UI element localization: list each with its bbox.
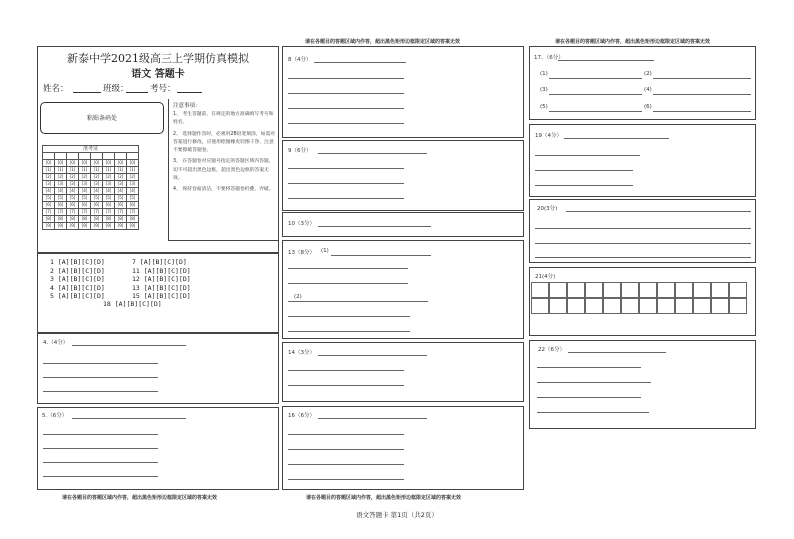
page-subtitle: 语文 答题卡 (131, 69, 185, 80)
exam-digit-bubble[interactable]: [4] (79, 188, 91, 195)
mcq-question[interactable]: 4 [A][B][C][D] (50, 283, 105, 292)
q5-line[interactable] (43, 434, 158, 435)
q17-item-4-line[interactable] (653, 94, 751, 95)
exam-digit-bubble[interactable]: [6] (67, 202, 79, 209)
mcq-question[interactable]: 13 [A][B][C][D] (132, 283, 191, 292)
q13-line[interactable] (288, 268, 408, 269)
exam-digit-bubble[interactable]: [8] (91, 216, 103, 223)
exam-digit-bubble[interactable]: [5] (79, 195, 91, 202)
exam-digit-bubble[interactable]: [5] (103, 195, 115, 202)
exam-digit-bubble[interactable]: [8] (127, 216, 139, 223)
q21-char-cell[interactable] (531, 282, 549, 298)
q16-line[interactable] (288, 464, 404, 465)
exam-digit-bubble[interactable]: [9] (55, 223, 67, 230)
q20-box (529, 199, 756, 263)
q21-char-cell[interactable] (567, 298, 585, 314)
exam-digit-bubble[interactable]: [6] (55, 202, 67, 209)
exam-digit-bubble[interactable]: [1] (43, 167, 55, 174)
exam-digit-bubble[interactable]: [1] (79, 167, 91, 174)
q20-line[interactable] (535, 228, 751, 229)
notes-title: 注意事项： (173, 103, 201, 109)
q9-label: 9（6分） (288, 148, 312, 154)
q21-char-cell[interactable] (711, 298, 729, 314)
exam-digit-bubble[interactable]: [6] (91, 202, 103, 209)
mcq-column-2 (132, 258, 191, 301)
q16-label: 16（6分） (288, 413, 315, 419)
warning-top-right: 请在各题目的答题区域内作答，超出黑色矩形边框限定区域的答案无效 (555, 39, 711, 45)
notes-panel (168, 99, 278, 241)
q17-item-5-line[interactable] (549, 111, 642, 112)
exam-digit-input[interactable] (43, 153, 55, 160)
exam-digit-bubble[interactable]: [7] (127, 209, 139, 216)
exam-digit-bubble[interactable]: [7] (115, 209, 127, 216)
mcq-question[interactable]: 12 [A][B][C][D] (132, 275, 191, 283)
exam-digit-bubble[interactable]: [7] (103, 209, 115, 216)
q21-char-cell[interactable] (621, 282, 639, 298)
q16-line[interactable] (288, 449, 404, 450)
exam-digit-bubble[interactable]: [4] (67, 188, 79, 195)
q21-char-cell[interactable] (657, 282, 675, 298)
q13-line[interactable] (288, 331, 410, 332)
q21-char-cell[interactable] (693, 298, 711, 314)
exam-digit-bubble[interactable]: [3] (43, 181, 55, 188)
note-item: 4、 保持卷面清洁，不要将答题卷折叠，弄破。 (173, 187, 274, 193)
exam-digit-bubble[interactable]: [3] (103, 181, 115, 188)
exam-digit-bubble[interactable]: [2] (127, 174, 139, 181)
q20-label: 20(3分) (537, 206, 558, 212)
mcq-question[interactable]: 1 [A][B][C][D] (50, 258, 105, 266)
exam-digit-bubble[interactable]: [8] (103, 216, 115, 223)
exam-digit-bubble[interactable]: [8] (55, 216, 67, 223)
q20-line[interactable] (535, 257, 751, 258)
q9-line[interactable] (288, 168, 404, 169)
exam-digit-bubble[interactable]: [5] (91, 195, 103, 202)
exam-digit-bubble[interactable]: [4] (43, 188, 55, 195)
q4-line[interactable] (43, 377, 158, 378)
exam-digit-bubble[interactable]: [3] (55, 181, 67, 188)
note-item: 1、 考生答题前，在规定的地方准确填写考号和姓名。 (173, 112, 274, 126)
exam-digit-bubble[interactable]: [3] (127, 181, 139, 188)
q5-line[interactable] (43, 476, 158, 477)
q10-box (282, 212, 524, 237)
exam-digit-bubble[interactable]: [6] (43, 202, 55, 209)
warning-bottom-left: 请在各题目的答题区域内作答，超出黑色矩形边框限定区域的答案无效 (62, 495, 218, 501)
name-label: 姓名： (43, 84, 69, 94)
q13-label: 13（8分） (288, 250, 315, 256)
exam-digit-bubble[interactable]: [4] (115, 188, 127, 195)
exam-digit-bubble[interactable]: [0] (115, 160, 127, 167)
exam-digit-bubble[interactable]: [1] (103, 167, 115, 174)
q8-label: 8（4分） (288, 57, 312, 63)
q13-line[interactable] (288, 283, 408, 284)
exam-digit-bubble[interactable]: [9] (127, 223, 139, 230)
q17-item-5: (5) (540, 104, 548, 110)
q9-line[interactable] (318, 153, 427, 154)
exam-digit-bubble[interactable]: [7] (79, 209, 91, 216)
q17-label: 17、（6分） (534, 55, 564, 61)
exam-number-grid[interactable] (42, 145, 139, 230)
mcq-question[interactable]: 3 [A][B][C][D] (50, 275, 105, 283)
exam-digit-input[interactable] (55, 153, 67, 160)
exam-digit-bubble[interactable]: [1] (55, 167, 67, 174)
q16-line[interactable] (288, 434, 404, 435)
exam-digit-bubble[interactable]: [5] (67, 195, 79, 202)
mcq-question-18[interactable]: 18 [A][B][C][D] (103, 300, 162, 308)
q22-line[interactable] (537, 397, 641, 398)
exam-digit-bubble[interactable]: [0] (79, 160, 91, 167)
q4-line[interactable] (43, 391, 158, 392)
mcq-question[interactable]: 7 [A][B][C][D] (132, 258, 187, 266)
exam-digit-input[interactable] (127, 153, 139, 160)
q21-char-cell[interactable] (657, 298, 675, 314)
q21-char-cell[interactable] (531, 298, 549, 314)
exam-digit-bubble[interactable]: [8] (43, 216, 55, 223)
q22-line[interactable] (568, 352, 666, 353)
q21-char-cell[interactable] (693, 282, 711, 298)
q5-line[interactable] (72, 418, 186, 419)
exam-digit-bubble[interactable]: [2] (79, 174, 91, 181)
exam-digit-bubble[interactable]: [0] (43, 160, 55, 167)
q22-line[interactable] (537, 367, 641, 368)
exam-digit-bubble[interactable]: [8] (79, 216, 91, 223)
q21-writing-grid[interactable] (531, 282, 753, 312)
q17-item-2: (2) (644, 71, 652, 77)
exam-digit-bubble[interactable]: [2] (91, 174, 103, 181)
q21-char-cell[interactable] (585, 282, 603, 298)
warning-top-middle: 请在各题目的答题区域内作答，超出黑色矩形边框限定区域的答案无效 (305, 39, 461, 45)
q22-label: 22（6分） (538, 347, 565, 353)
q21-char-cell[interactable] (621, 298, 639, 314)
q13-line[interactable] (288, 316, 410, 317)
exam-digit-bubble[interactable]: [5] (127, 195, 139, 202)
barcode-area (40, 102, 164, 134)
q13-part2-line[interactable] (288, 301, 428, 302)
q17-item-3-line[interactable] (549, 94, 642, 95)
q14-line[interactable] (288, 370, 404, 371)
q17-item-1-line[interactable] (549, 78, 642, 79)
q4-label: 4.（4分） (43, 340, 69, 346)
exam-digit-bubble[interactable]: [9] (79, 223, 91, 230)
q8-line[interactable] (314, 62, 406, 63)
q8-line[interactable] (288, 78, 404, 79)
q10-line[interactable] (318, 226, 431, 227)
exam-digit-bubble[interactable]: [8] (115, 216, 127, 223)
q22-line[interactable] (537, 382, 651, 383)
q17-line[interactable] (558, 60, 654, 61)
q14-box (282, 342, 524, 402)
q13-part2-label: (2) (294, 294, 302, 300)
exam-digit-bubble[interactable]: [4] (55, 188, 67, 195)
class-field[interactable] (126, 92, 148, 93)
q14-line[interactable] (318, 355, 427, 356)
exam-digit-bubble[interactable]: [1] (91, 167, 103, 174)
q4-line[interactable] (43, 363, 158, 364)
q19-box (529, 124, 756, 197)
warning-bottom-middle: 请在各题目的答题区域内作答，超出黑色矩形边框限定区域的答案无效 (306, 495, 462, 501)
q17-item-4: (4) (644, 87, 652, 93)
q9-line[interactable] (288, 198, 404, 199)
q21-char-cell[interactable] (711, 282, 729, 298)
q17-item-1: (1) (540, 71, 548, 77)
exam-digit-bubble[interactable]: [4] (127, 188, 139, 195)
q21-label: 21(4分) (535, 274, 556, 280)
exam-digit-bubble[interactable]: [0] (91, 160, 103, 167)
exam-digit-bubble[interactable]: [2] (67, 174, 79, 181)
exam-digit-bubble[interactable]: [7] (43, 209, 55, 216)
exam-grid-title: 准考证 (43, 146, 139, 153)
exam-digit-bubble[interactable]: [3] (67, 181, 79, 188)
exam-digit-input[interactable] (67, 153, 79, 160)
q14-line[interactable] (288, 385, 404, 386)
exam-digit-bubble[interactable]: [3] (115, 181, 127, 188)
exam-digit-bubble[interactable]: [2] (103, 174, 115, 181)
mcq-question[interactable]: 15 [A][B][C][D] (132, 292, 191, 300)
q21-char-cell[interactable] (639, 282, 657, 298)
q19-line[interactable] (564, 138, 669, 139)
q21-char-cell[interactable] (675, 298, 693, 314)
q21-char-cell[interactable] (729, 282, 747, 298)
q21-char-cell[interactable] (603, 282, 621, 298)
exam-digit-input[interactable] (79, 153, 91, 160)
q13-part1-line[interactable] (331, 255, 431, 256)
q10-label: 10（3分） (288, 221, 315, 227)
exam-digit-bubble[interactable]: [8] (67, 216, 79, 223)
exam-no-field[interactable] (177, 92, 202, 93)
q16-line[interactable] (288, 479, 404, 480)
exam-digit-bubble[interactable]: [9] (67, 223, 79, 230)
notes-list (173, 111, 277, 198)
exam-digit-bubble[interactable]: [5] (55, 195, 67, 202)
q17-item-6-line[interactable] (653, 111, 751, 112)
exam-digit-input[interactable] (103, 153, 115, 160)
q19-line[interactable] (535, 170, 633, 171)
q13-part1-label: (1) (321, 248, 329, 254)
exam-digit-bubble[interactable]: [2] (55, 174, 67, 181)
mcq-question[interactable]: 2 [A][B][C][D] (50, 266, 105, 275)
exam-digit-bubble[interactable]: [9] (115, 223, 127, 230)
q14-label: 14（3分） (288, 350, 315, 356)
q4-box (37, 333, 279, 404)
exam-digit-bubble[interactable]: [3] (91, 181, 103, 188)
class-label: 班级： (103, 84, 129, 94)
mcq-question[interactable]: 5 [A][B][C][D] (50, 292, 105, 300)
exam-digit-bubble[interactable]: [0] (67, 160, 79, 167)
q21-char-cell[interactable] (585, 298, 603, 314)
q22-box (529, 340, 756, 429)
exam-digit-bubble[interactable]: [0] (103, 160, 115, 167)
q21-char-cell[interactable] (549, 282, 567, 298)
q20-line[interactable] (535, 243, 751, 244)
exam-no-label: 考号： (150, 84, 176, 94)
note-item: 2、 选择题作答时，必须用2B铅笔填涂，如需对答案进行修改，应使用绘图橡皮轻擦干净，注意不要擦破答题卷。 (173, 131, 276, 154)
mcq-question[interactable]: 11 [A][B][C][D] (132, 266, 191, 275)
exam-digit-bubble[interactable]: [6] (115, 202, 127, 209)
exam-digit-bubble[interactable]: [1] (115, 167, 127, 174)
exam-digit-bubble[interactable]: [0] (55, 160, 67, 167)
q17-item-2-line[interactable] (653, 78, 751, 79)
exam-digit-bubble[interactable]: [9] (43, 223, 55, 230)
q8-line[interactable] (288, 93, 404, 94)
exam-digit-bubble[interactable]: [3] (79, 181, 91, 188)
exam-digit-bubble[interactable]: [5] (115, 195, 127, 202)
exam-digit-bubble[interactable]: [2] (115, 174, 127, 181)
exam-digit-bubble[interactable]: [6] (79, 202, 91, 209)
note-item: 3、 在答题卷对应题号指定的答题区域内答题，切不可超出黑色边框，超出黑色边框的答案无效。 (173, 159, 274, 182)
q9-box (282, 140, 524, 211)
exam-digit-bubble[interactable]: [4] (91, 188, 103, 195)
q17-item-3: (3) (540, 87, 548, 93)
barcode-label: 粘贴条码处 (86, 115, 117, 122)
q19-line[interactable] (535, 185, 633, 186)
q21-char-cell[interactable] (567, 282, 585, 298)
q19-label: 19（4分） (535, 133, 562, 139)
exam-digit-bubble[interactable]: [7] (67, 209, 79, 216)
exam-digit-bubble[interactable]: [6] (127, 202, 139, 209)
q16-line[interactable] (318, 418, 427, 419)
exam-digit-input[interactable] (115, 153, 127, 160)
exam-digit-bubble[interactable]: [9] (103, 223, 115, 230)
mcq-column-1 (50, 258, 105, 301)
q4-line[interactable] (72, 345, 186, 346)
exam-digit-bubble[interactable]: [4] (103, 188, 115, 195)
q17-item-6: (6) (644, 104, 652, 110)
q21-char-cell[interactable] (549, 298, 567, 314)
exam-digit-bubble[interactable]: [2] (43, 174, 55, 181)
q19-line[interactable] (535, 155, 640, 156)
exam-digit-bubble[interactable]: [5] (43, 195, 55, 202)
q8-box (282, 46, 524, 138)
page-footer: 语文答题卡 第1页（共2页） (356, 511, 438, 519)
exam-digit-bubble[interactable]: [6] (103, 202, 115, 209)
q21-char-cell[interactable] (729, 298, 747, 314)
exam-digit-bubble[interactable]: [0] (127, 160, 139, 167)
exam-digit-input[interactable] (91, 153, 103, 160)
exam-digit-bubble[interactable]: [9] (91, 223, 103, 230)
q9-line[interactable] (288, 183, 404, 184)
q8-line[interactable] (288, 123, 404, 124)
q5-label: 5.（6分） (42, 413, 68, 419)
exam-digit-bubble[interactable]: [7] (91, 209, 103, 216)
q21-char-cell[interactable] (675, 282, 693, 298)
q8-line[interactable] (288, 108, 404, 109)
q21-char-cell[interactable] (639, 298, 657, 314)
name-field[interactable] (73, 92, 101, 93)
q5-line[interactable] (43, 462, 158, 463)
exam-digit-bubble[interactable]: [7] (55, 209, 67, 216)
q22-line[interactable] (537, 412, 649, 413)
page-title: 新泰中学2021级高三上学期仿真模拟 (67, 52, 249, 65)
exam-digit-bubble[interactable]: [1] (127, 167, 139, 174)
q20-line[interactable] (566, 211, 751, 212)
exam-digit-bubble[interactable]: [1] (67, 167, 79, 174)
q5-line[interactable] (43, 448, 158, 449)
q21-char-cell[interactable] (603, 298, 621, 314)
